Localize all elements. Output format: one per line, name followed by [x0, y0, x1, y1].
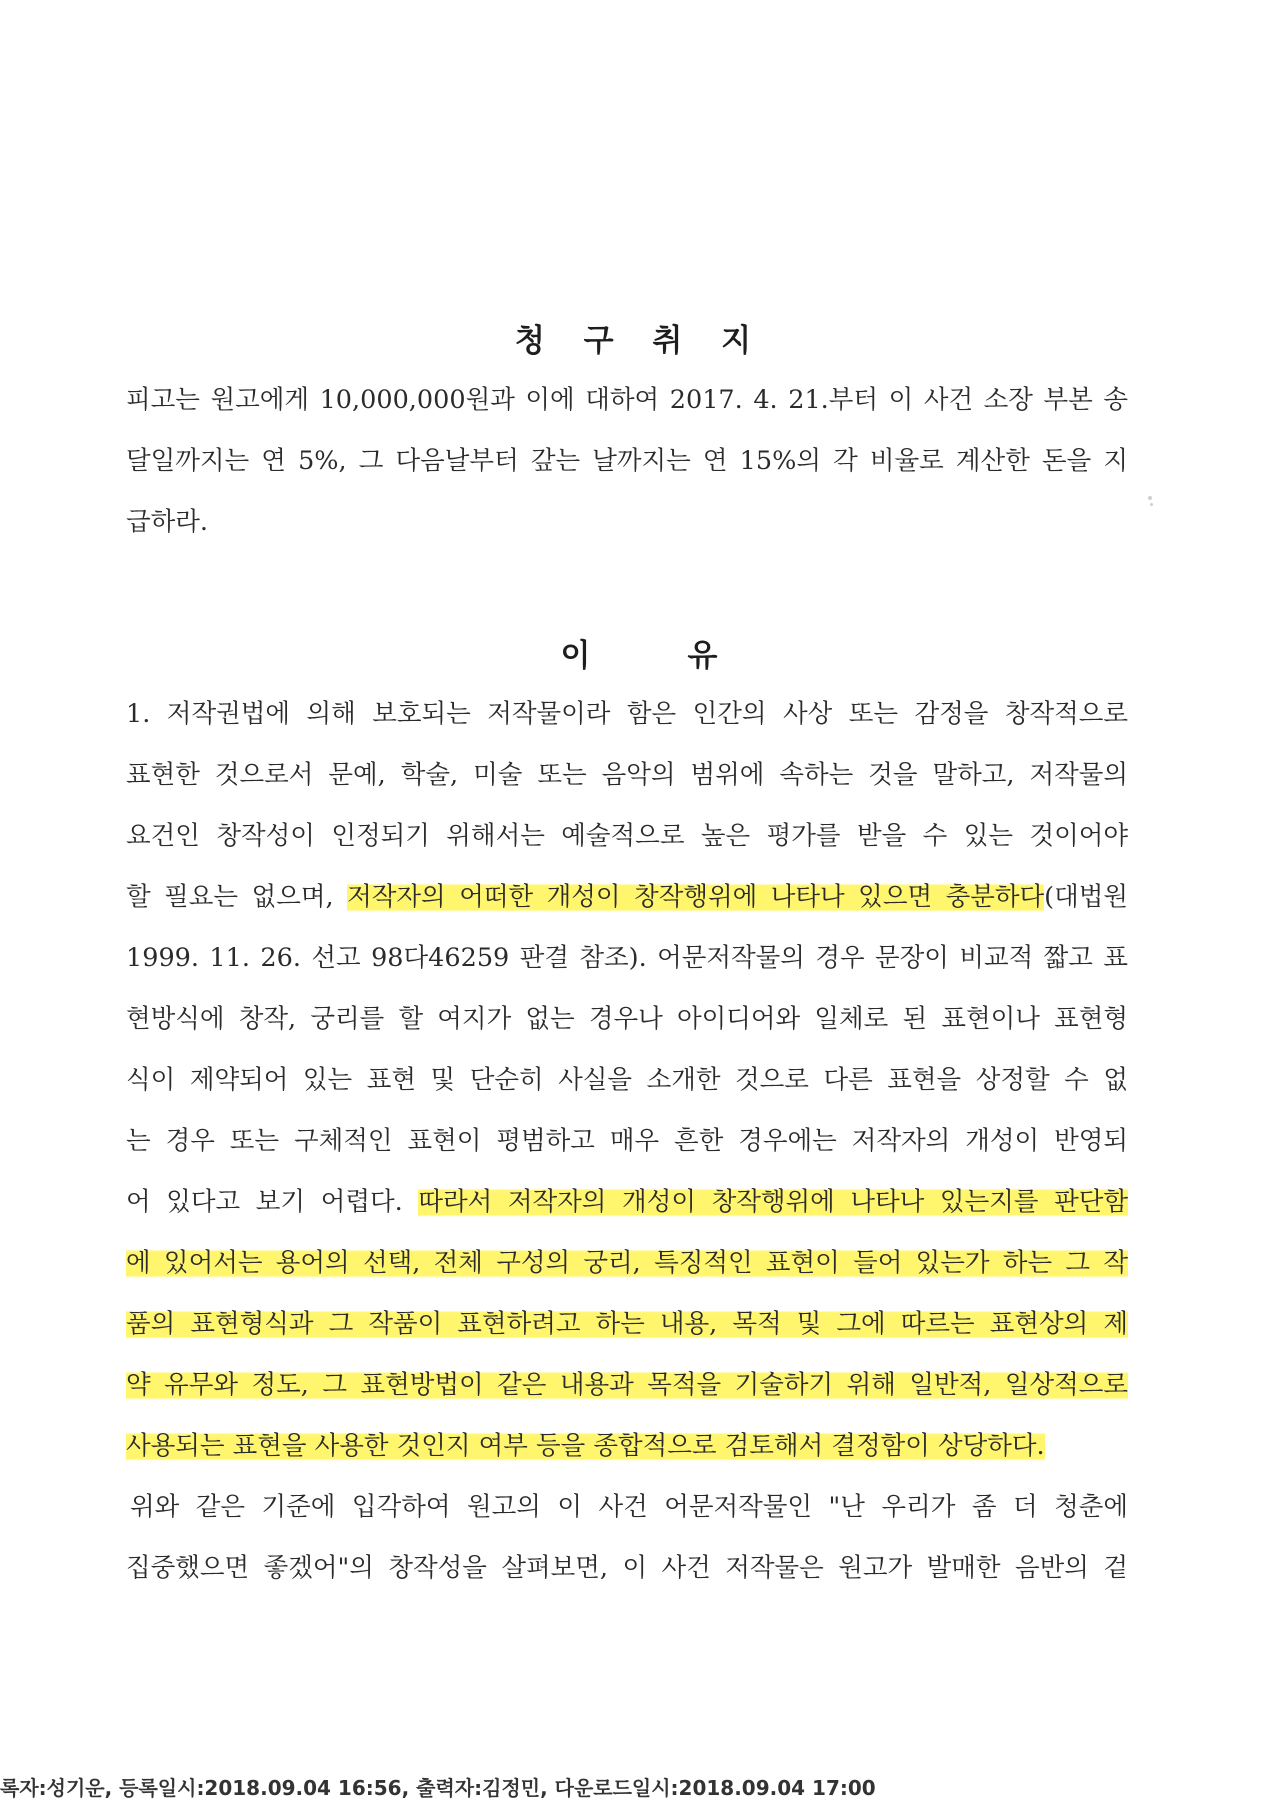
body-line-7: 식이 제약되어 있는 표현 및 단순히 사실을 소개한 것으로 다른 표현을 상정할 수 없: [126, 1065, 1128, 1095]
body-line-2: 표현한 것으로서 문예, 학술, 미술 또는 음악의 범위에 속하는 것을 말하고, 저작물의: [126, 760, 1128, 790]
body-line-3: 요건인 창작성이 인정되기 위해서는 예술적으로 높은 평가를 받을 수 있는 것이어야: [126, 821, 1128, 851]
body-line-11: [126, 1307, 1128, 1341]
body-line-4-text-b: (대법원: [1044, 882, 1129, 912]
body-line-4: [126, 880, 1128, 914]
body-line-6: 현방식에 창작, 궁리를 할 여지가 없는 경우나 아이디어와 일체로 된 표현이나 표현형: [126, 1004, 1128, 1034]
reason-heading-first: 이: [560, 638, 593, 674]
highlighted-passage-1: 저작자의 어떠한 개성이 창작행위에 나타나 있으면 충분하다: [347, 882, 1045, 912]
body-line-5: 1999. 11. 26. 선고 98다46259 판결 참조). 어문저작물의 경우 문장이 비교적 짧고 표: [126, 943, 1128, 973]
claim-heading: 청 구 취 지: [514, 323, 766, 359]
claim-line-2: 달일까지는 연 5%, 그 다음날부터 갚는 날까지는 연 15%의 각 비율로 계산한 돈을 지: [126, 446, 1128, 476]
registration-footer: 록자:성기운, 등록일시:2018.09.04 16:56, 출력자:김정민, 다운로드일시:2018.09.04 17:00: [0, 1776, 876, 1800]
body-line-15: 집중했으면 좋겠어"의 창작성을 살펴보면, 이 사건 저작물은 원고가 발매한 음반의 겉: [126, 1553, 1128, 1583]
claim-line-3: 급하라.: [126, 507, 209, 537]
body-line-14: 위와 같은 기준에 입각하여 원고의 이 사건 어문저작물인 "난 우리가 좀 더 청춘에: [130, 1492, 1128, 1522]
body-line-1: 1. 저작권법에 의해 보호되는 저작물이라 함은 인간의 사상 또는 감정을 창작적으로: [126, 699, 1128, 729]
body-line-4-text-a: 할 필요는 없으며,: [126, 882, 348, 912]
highlighted-passage-2-start: 따라서 저작자의 개성이 창작행위에 나타나 있는지를 판단함: [418, 1187, 1128, 1217]
highlighted-passage-2-end: 사용되는 표현을 사용한 것인지 여부 등을 종합적으로 검토해서 결정함이 상당하다.: [126, 1431, 1045, 1461]
body-line-9-text-a: 어 있다고 보기 어렵다.: [126, 1187, 419, 1217]
reason-heading-second: 유: [687, 638, 720, 674]
scan-speck: [1148, 496, 1152, 500]
body-line-12: [126, 1368, 1128, 1402]
highlighted-passage-2-line-4: 약 유무와 정도, 그 표현방법이 같은 내용과 목적을 기술하기 위해 일반적, 일상적으로: [126, 1370, 1128, 1400]
highlighted-passage-2-line-2: 에 있어서는 용어의 선택, 전체 구성의 궁리, 특징적인 표현이 들어 있는가 하는 그 작: [126, 1248, 1128, 1278]
body-line-8: 는 경우 또는 구체적인 표현이 평범하고 매우 흔한 경우에는 저작자의 개성이 반영되: [126, 1126, 1128, 1156]
body-line-13: [126, 1429, 1128, 1463]
scan-speck: [1150, 503, 1153, 506]
claim-line-1: 피고는 원고에게 10,000,000원과 이에 대하여 2017. 4. 21.부터 이 사건 소장 부본 송: [126, 385, 1128, 415]
body-line-10: [126, 1246, 1128, 1280]
body-line-9: [126, 1185, 1128, 1219]
highlighted-passage-2-line-3: 품의 표현형식과 그 작품이 표현하려고 하는 내용, 목적 및 그에 따르는 표현상의 제: [126, 1309, 1128, 1339]
reason-heading: [0, 630, 1280, 675]
